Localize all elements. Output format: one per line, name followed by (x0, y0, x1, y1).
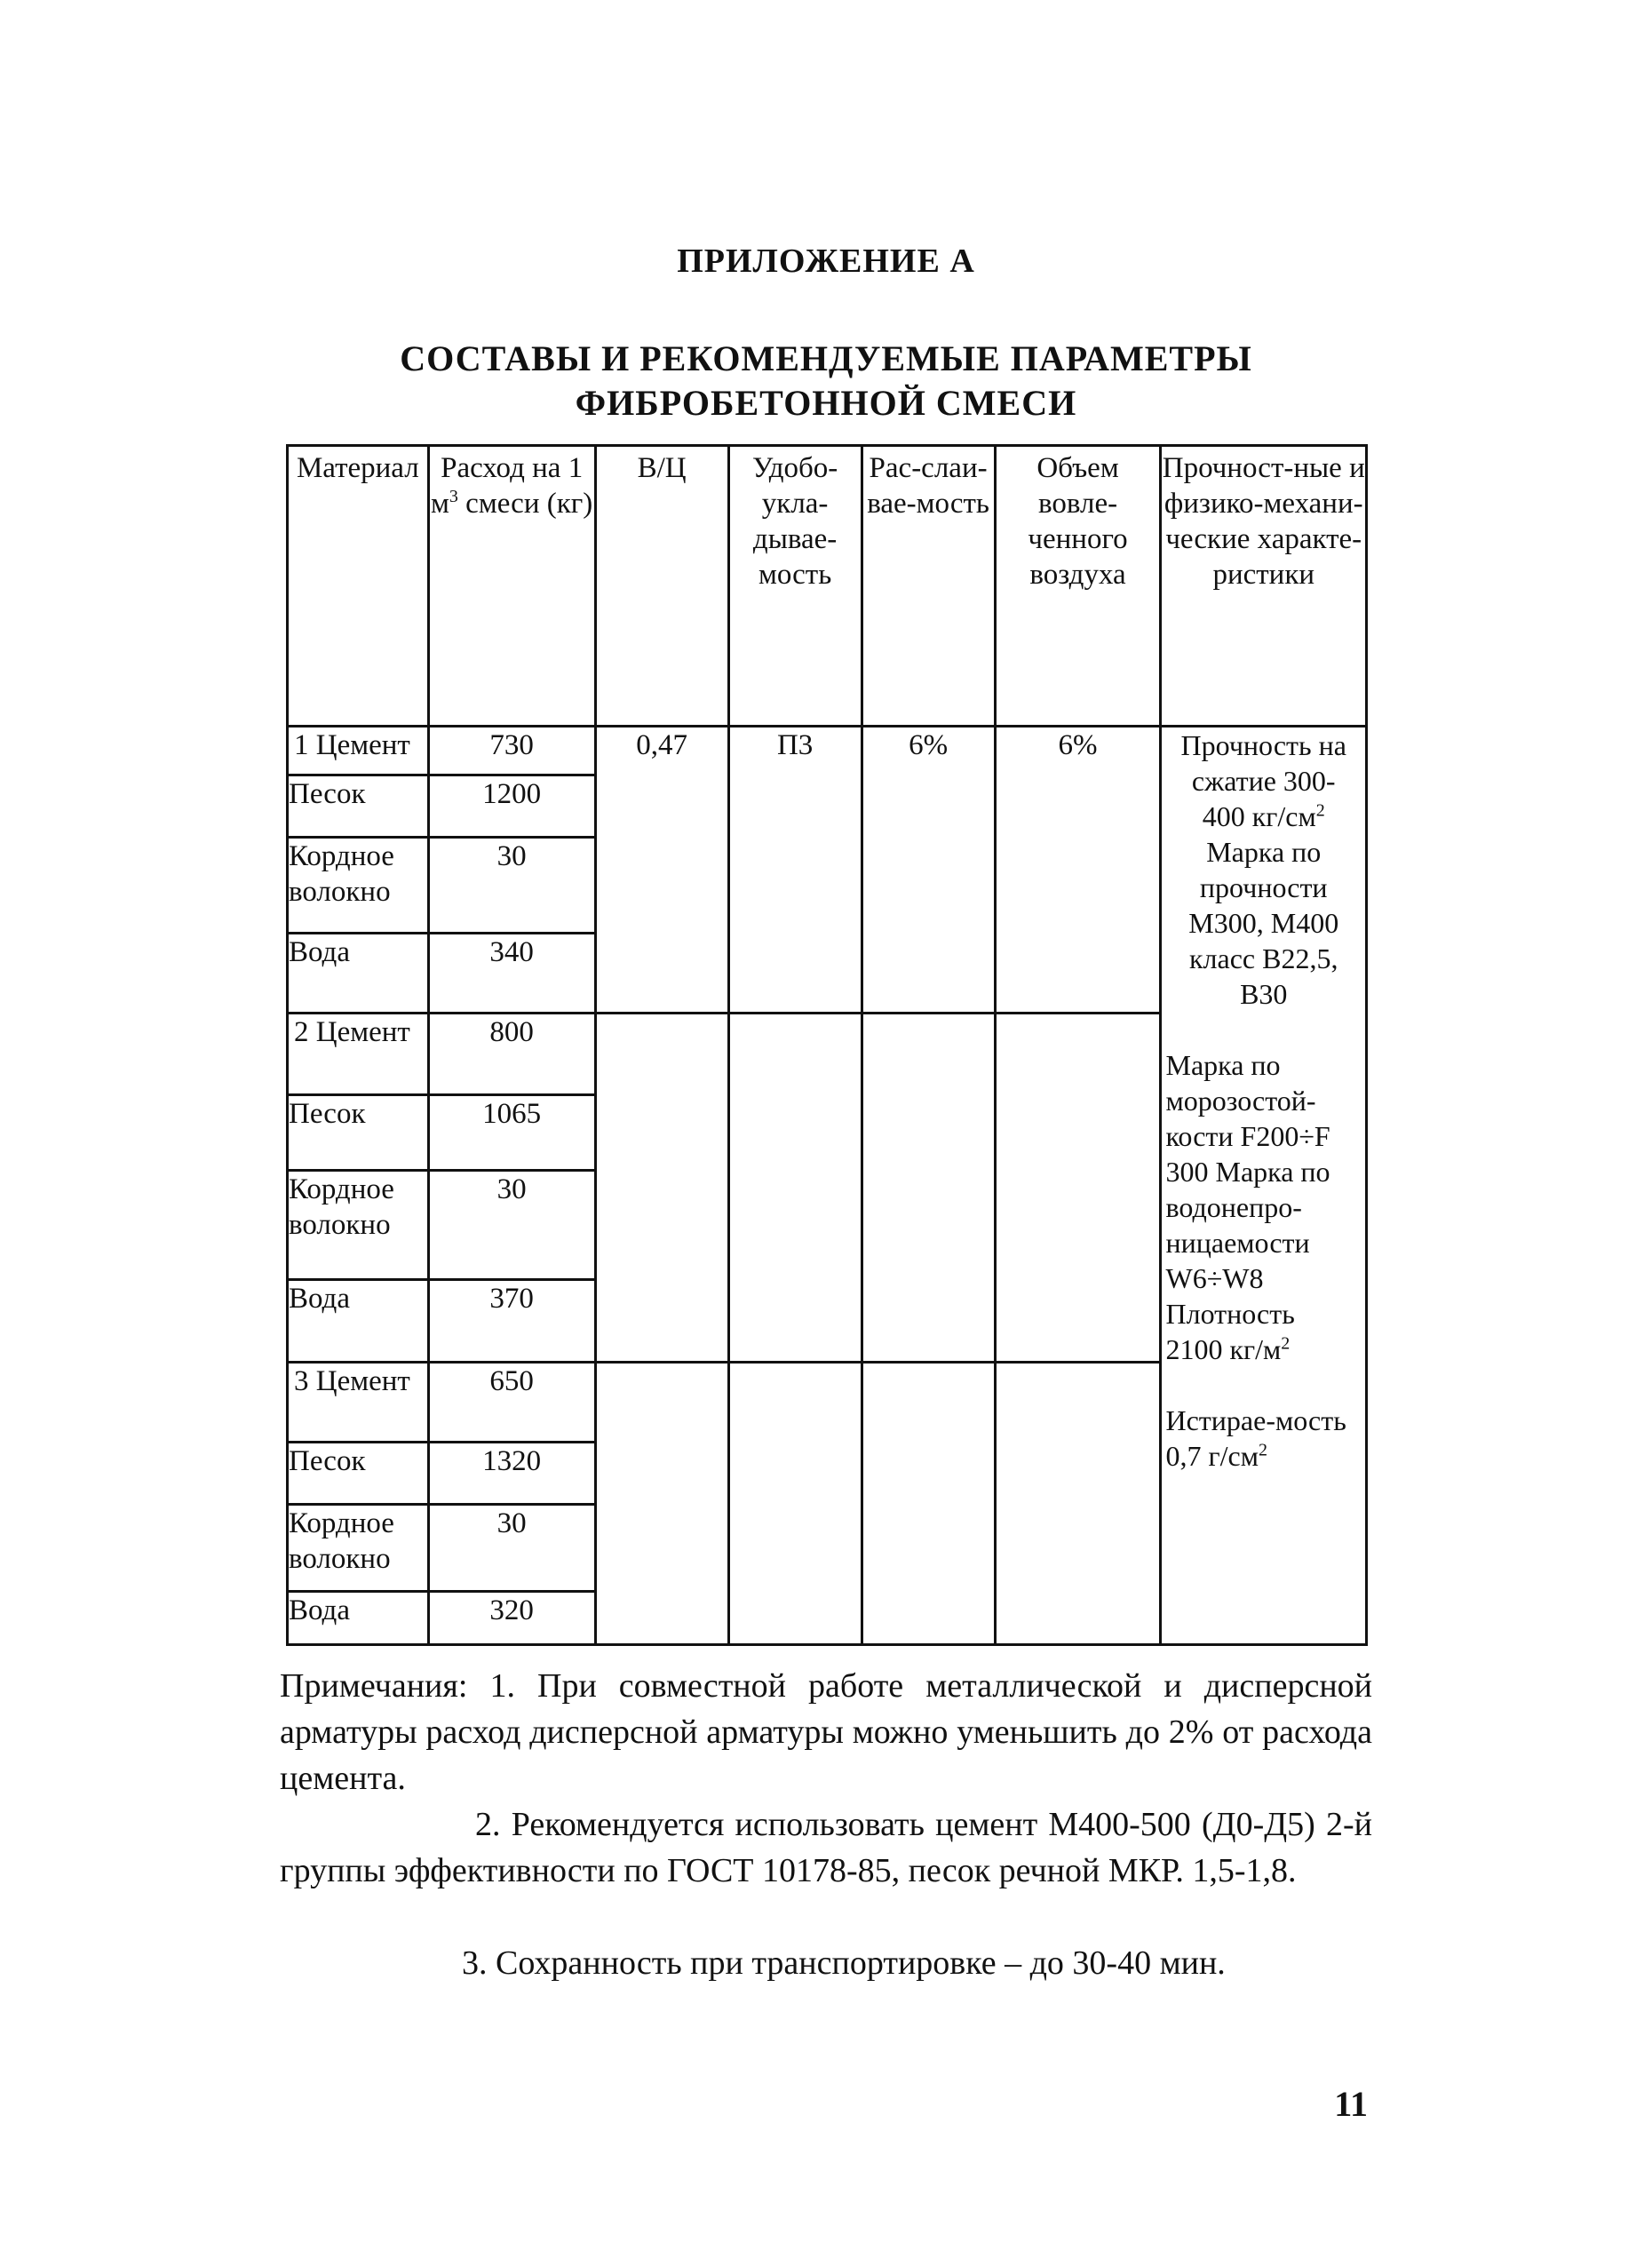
amount-cell: 370 (428, 1280, 595, 1363)
header-water-cement-ratio: В/Ц (595, 446, 728, 727)
material-cell: Вода (288, 1280, 429, 1363)
header-material: Материал (288, 446, 429, 727)
header-strength-properties: Прочност-ные и физико-механи-ческие характе-ристики (1161, 446, 1367, 727)
segregation-cell: 6% (862, 727, 995, 1014)
header-entrained-air: Объем вовле-ченного воздуха (995, 446, 1161, 727)
appendix-title: ПРИЛОЖЕНИЕ А (677, 242, 975, 280)
amount-cell: 30 (428, 1171, 595, 1280)
table-title-line2: ФИБРОБЕТОННОЙ СМЕСИ (575, 383, 1077, 423)
material-cell: Песок (288, 775, 429, 838)
empty-cell (862, 1014, 995, 1363)
material-cell: Кордное волокно (288, 838, 429, 934)
amount-cell: 650 (428, 1363, 595, 1443)
material-cell: 2 Цемент (288, 1014, 429, 1095)
empty-cell (595, 1014, 728, 1363)
material-cell: 3 Цемент (288, 1363, 429, 1443)
note-1: Примечания: 1. При совместной работе металлической и дисперсной арматуры расход дисперсной арматуры можно уменьшить до 2% от расхода цемента. (280, 1667, 1372, 1797)
header-consumption: Расход на 1 $м^3$ смеси (кг) (428, 446, 595, 727)
amount-cell: 1200 (428, 775, 595, 838)
table-title-line1: СОСТАВЫ И РЕКОМЕНДУЕМЫЕ ПАРАМЕТРЫ (400, 338, 1252, 378)
amount-cell: 730 (428, 727, 595, 775)
workability-cell: П3 (728, 727, 862, 1014)
amount-cell: 1065 (428, 1095, 595, 1171)
empty-cell (728, 1363, 862, 1645)
amount-cell: 340 (428, 934, 595, 1014)
frost-water-density-text: Марка по морозостой-кости F200÷F 300 Марка по водонепро-ницаемости W6÷W8 Плотность (1165, 1049, 1330, 1330)
empty-cell (862, 1363, 995, 1645)
properties-cell (1161, 727, 1367, 1645)
material-cell: Кордное волокно (288, 1171, 429, 1280)
material-cell: Вода (288, 1592, 429, 1645)
material-cell: Песок (288, 1095, 429, 1171)
empty-cell (595, 1363, 728, 1645)
material-cell: Кордное волокно (288, 1505, 429, 1592)
table-row (288, 727, 1367, 775)
amount-cell: 320 (428, 1592, 595, 1645)
wc-cell: 0,47 (595, 727, 728, 1014)
compressive-strength-text: Прочность на сжатие 300- (1180, 729, 1346, 797)
abrasion-text: Истирае-мость (1165, 1404, 1346, 1436)
compressive-strength-value: 400 $кг/см^2$ (1202, 800, 1325, 832)
empty-cell (728, 1014, 862, 1363)
material-cell: Песок (288, 1443, 429, 1505)
header-workability: Удобо-укла-дывае-мость (728, 446, 862, 727)
page-number: 11 (1334, 2084, 1368, 2124)
material-cell: 1 Цемент (288, 727, 429, 775)
amount-cell: 800 (428, 1014, 595, 1095)
density-value: 2100 $кг/м^2$ (1165, 1333, 1291, 1365)
note-3: 3. Сохранность при транспортировке – до 30-40 мин. (462, 1944, 1226, 1982)
material-cell: Вода (288, 934, 429, 1014)
composition-table (286, 444, 1368, 1646)
amount-cell: 30 (428, 838, 595, 934)
strength-grade-text: Марка по прочности М300, М400 класс В22,5, В30 (1188, 836, 1339, 1010)
table-header-row (288, 446, 1367, 727)
empty-cell (995, 1014, 1161, 1363)
amount-cell: 1320 (428, 1443, 595, 1505)
entrained-air-cell: 6% (995, 727, 1161, 1014)
note-2: 2. Рекомендуется использовать цемент М400-500 (Д0-Д5) 2-й группы эффективности по ГОСТ 10178-85, песок речной МКР. 1,5-1,8. (280, 1806, 1372, 1889)
amount-cell: 30 (428, 1505, 595, 1592)
abrasion-value: 0,7 $г/см^2$ (1165, 1440, 1267, 1472)
header-segregation: Рас-слаи-вае-мость (862, 446, 995, 727)
empty-cell (995, 1363, 1161, 1645)
